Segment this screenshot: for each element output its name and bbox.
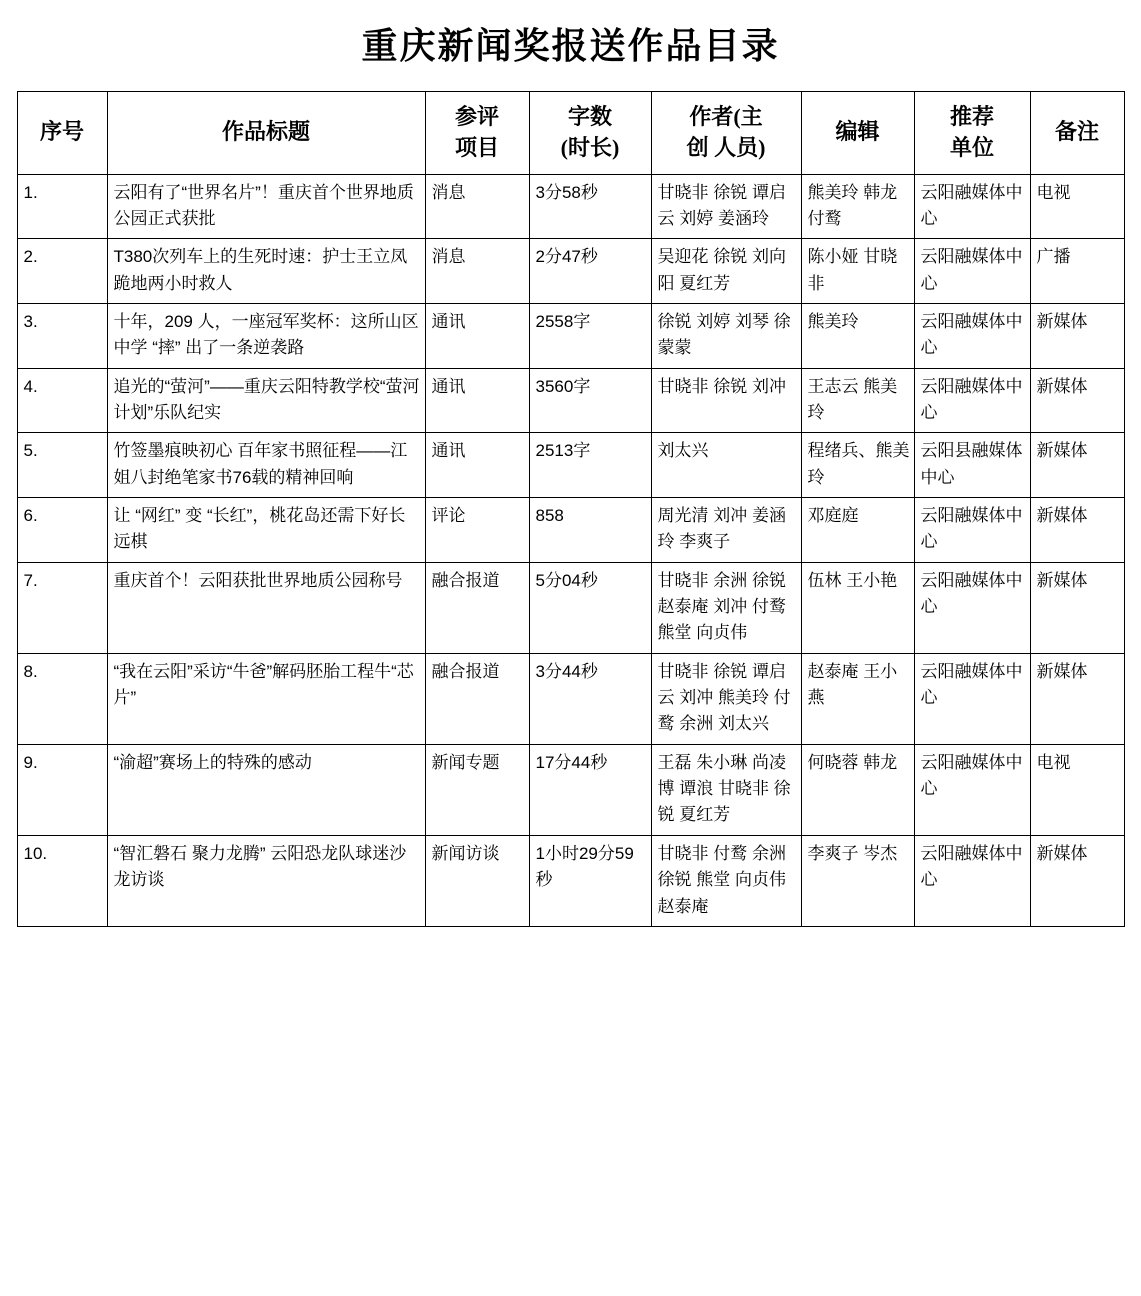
- catalog-table: [17, 91, 1125, 927]
- header-line2: 项目: [454, 134, 499, 160]
- cell-index: 2.: [17, 239, 107, 304]
- cell-editors: 王志云 熊美玲: [801, 368, 914, 433]
- cell-editors: 熊美玲: [801, 303, 914, 368]
- cell-work-title: 云阳有了“世界名片”！重庆首个世界地质公园正式获批: [107, 174, 425, 239]
- cell-remark: 新媒体: [1030, 562, 1124, 653]
- cell-index: 10.: [17, 835, 107, 926]
- cell-authors: 刘太兴: [651, 433, 801, 498]
- cell-category: 融合报道: [425, 653, 529, 744]
- cell-length: 17分44秒: [529, 744, 651, 835]
- header-line2: (时长): [560, 134, 620, 160]
- cell-recommender: 云阳融媒体中心: [914, 239, 1030, 304]
- column-header-category: [425, 92, 529, 175]
- cell-recommender: 云阳融媒体中心: [914, 303, 1030, 368]
- cell-editors: 陈小娅 甘晓非: [801, 239, 914, 304]
- cell-authors: 甘晓非 余洲 徐锐 赵泰庵 刘冲 付鹜 熊堂 向贞伟: [651, 562, 801, 653]
- column-header-remark: [1030, 92, 1124, 175]
- cell-index: 8.: [17, 653, 107, 744]
- cell-remark: 新媒体: [1030, 303, 1124, 368]
- table-row: [17, 653, 1124, 744]
- header-row: [17, 92, 1124, 175]
- cell-remark: 新媒体: [1030, 653, 1124, 744]
- cell-category: 评论: [425, 498, 529, 563]
- cell-work-title: 十年，209 人，一座冠军奖杯：这所山区中学 “摔” 出了一条逆袭路: [107, 303, 425, 368]
- cell-authors: 吴迎花 徐锐 刘向阳 夏红芳: [651, 239, 801, 304]
- cell-length: 3分44秒: [529, 653, 651, 744]
- header-line2: 单位: [949, 134, 994, 160]
- cell-length: 2558字: [529, 303, 651, 368]
- column-header-title: [107, 92, 425, 175]
- table-body: [17, 174, 1124, 926]
- cell-editors: 程绪兵、熊美玲: [801, 433, 914, 498]
- cell-remark: 新媒体: [1030, 368, 1124, 433]
- table-row: [17, 835, 1124, 926]
- cell-length: 1小时29分59秒: [529, 835, 651, 926]
- column-header-editors: [801, 92, 914, 175]
- cell-index: 1.: [17, 174, 107, 239]
- header-line1: 作品标题: [221, 119, 310, 145]
- header-line1: 参评: [454, 104, 499, 129]
- cell-authors: 甘晓非 徐锐 谭启云 刘婷 姜涵玲: [651, 174, 801, 239]
- header-line1: 编辑: [835, 119, 880, 145]
- cell-category: 消息: [425, 174, 529, 239]
- cell-editors: 伍林 王小艳: [801, 562, 914, 653]
- cell-authors: 周光清 刘冲 姜涵玲 李爽子: [651, 498, 801, 563]
- table-row: [17, 562, 1124, 653]
- cell-authors: 甘晓非 徐锐 谭启云 刘冲 熊美玲 付鹜 余洲 刘太兴: [651, 653, 801, 744]
- cell-authors: 甘晓非 徐锐 刘冲: [651, 368, 801, 433]
- cell-editors: 邓庭庭: [801, 498, 914, 563]
- cell-authors: 王磊 朱小琳 尚凌博 谭浪 甘晓非 徐锐 夏红芳: [651, 744, 801, 835]
- cell-length: 3分58秒: [529, 174, 651, 239]
- cell-authors: 徐锐 刘婷 刘琴 徐蒙蒙: [651, 303, 801, 368]
- cell-length: 5分04秒: [529, 562, 651, 653]
- document-page: [0, 18, 1141, 927]
- header-line1: 推荐: [949, 104, 994, 129]
- column-header-recommender: [914, 92, 1030, 175]
- cell-editors: 熊美玲 韩龙 付鹜: [801, 174, 914, 239]
- table-row: [17, 368, 1124, 433]
- cell-work-title: 追光的“萤河”——重庆云阳特教学校“萤河计划”乐队纪实: [107, 368, 425, 433]
- cell-editors: 赵泰庵 王小燕: [801, 653, 914, 744]
- cell-index: 3.: [17, 303, 107, 368]
- cell-index: 9.: [17, 744, 107, 835]
- cell-recommender: 云阳融媒体中心: [914, 498, 1030, 563]
- table-header: [17, 92, 1124, 175]
- cell-work-title: “我在云阳”采访“牛爸”解码胚胎工程牛“芯片”: [107, 653, 425, 744]
- cell-remark: 新媒体: [1030, 498, 1124, 563]
- cell-editors: 李爽子 岑杰: [801, 835, 914, 926]
- cell-remark: 新媒体: [1030, 835, 1124, 926]
- cell-remark: 电视: [1030, 744, 1124, 835]
- cell-index: 5.: [17, 433, 107, 498]
- cell-work-title: “渝超”赛场上的特殊的感动: [107, 744, 425, 835]
- cell-recommender: 云阳融媒体中心: [914, 835, 1030, 926]
- cell-remark: 广播: [1030, 239, 1124, 304]
- cell-work-title: 竹签墨痕映初心 百年家书照征程——江姐八封绝笔家书76载的精神回响: [107, 433, 425, 498]
- cell-index: 4.: [17, 368, 107, 433]
- cell-category: 消息: [425, 239, 529, 304]
- cell-category: 通讯: [425, 433, 529, 498]
- header-line1: 备注: [1054, 119, 1099, 145]
- cell-recommender: 云阳融媒体中心: [914, 562, 1030, 653]
- table-row: [17, 303, 1124, 368]
- cell-work-title: “智汇磐石 聚力龙腾” 云阳恐龙队球迷沙龙访谈: [107, 835, 425, 926]
- column-header-index: [17, 92, 107, 175]
- cell-length: 2513字: [529, 433, 651, 498]
- cell-recommender: 云阳融媒体中心: [914, 174, 1030, 239]
- header-line1: 字数: [567, 104, 612, 129]
- header-line1: 作者(主: [689, 104, 763, 129]
- cell-recommender: 云阳县融媒体中心: [914, 433, 1030, 498]
- cell-recommender: 云阳融媒体中心: [914, 653, 1030, 744]
- column-header-authors: [651, 92, 801, 175]
- cell-category: 通讯: [425, 303, 529, 368]
- table-row: [17, 498, 1124, 563]
- cell-remark: 新媒体: [1030, 433, 1124, 498]
- table-row: [17, 433, 1124, 498]
- cell-remark: 电视: [1030, 174, 1124, 239]
- column-header-length: [529, 92, 651, 175]
- cell-length: 3560字: [529, 368, 651, 433]
- cell-index: 6.: [17, 498, 107, 563]
- table-row: [17, 744, 1124, 835]
- cell-length: 2分47秒: [529, 239, 651, 304]
- cell-editors: 何晓蓉 韩龙: [801, 744, 914, 835]
- cell-recommender: 云阳融媒体中心: [914, 744, 1030, 835]
- cell-category: 新闻访谈: [425, 835, 529, 926]
- cell-work-title: 重庆首个！云阳获批世界地质公园称号: [107, 562, 425, 653]
- cell-category: 融合报道: [425, 562, 529, 653]
- cell-category: 通讯: [425, 368, 529, 433]
- cell-index: 7.: [17, 562, 107, 653]
- cell-length: 858: [529, 498, 651, 563]
- cell-authors: 甘晓非 付鹜 余洲 徐锐 熊堂 向贞伟 赵泰庵: [651, 835, 801, 926]
- cell-work-title: 让 “网红” 变 “长红”，桃花岛还需下好长远棋: [107, 498, 425, 563]
- cell-recommender: 云阳融媒体中心: [914, 368, 1030, 433]
- table-row: [17, 239, 1124, 304]
- header-line2: 创 人员): [686, 134, 766, 160]
- cell-category: 新闻专题: [425, 744, 529, 835]
- table-row: [17, 174, 1124, 239]
- cell-work-title: T380次列车上的生死时速：护士王立凤跪地两小时救人: [107, 239, 425, 304]
- header-line1: 序号: [39, 119, 84, 145]
- page-title: 重庆新闻奖报送作品目录: [361, 25, 780, 66]
